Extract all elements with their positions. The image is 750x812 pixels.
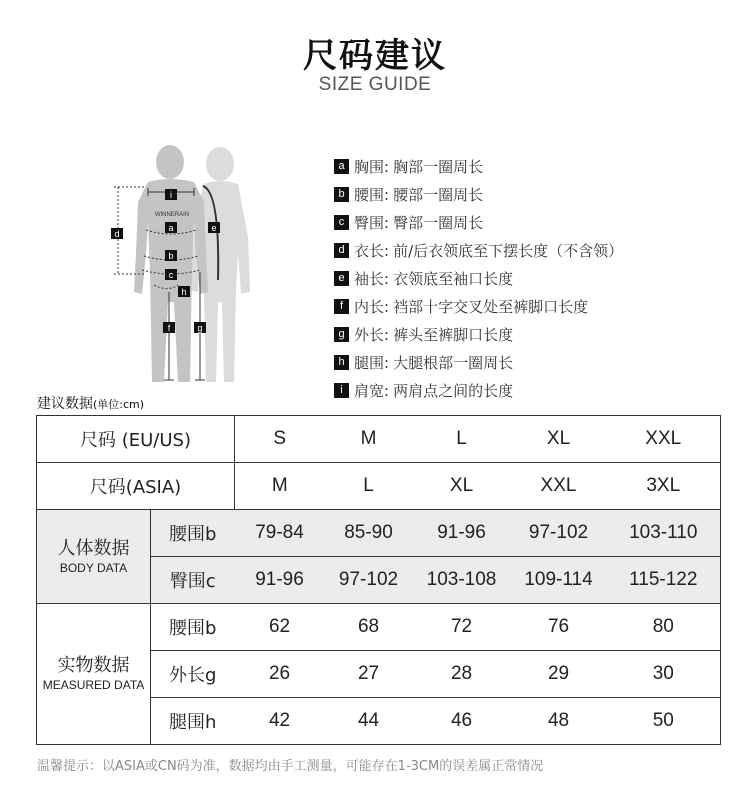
body-measurement-figure bbox=[108, 142, 258, 392]
table-row: 尺码(ASIA) M L XL XXL 3XL bbox=[37, 463, 721, 510]
svg-text:e: e bbox=[211, 223, 217, 233]
legend-key-icon: i bbox=[334, 383, 349, 398]
page-subtitle: SIZE GUIDE bbox=[318, 74, 432, 95]
legend-item: h 腿围: 大腿根部一圈周长 bbox=[334, 348, 623, 376]
legend-item: e 袖长: 衣领底至袖口长度 bbox=[334, 264, 623, 292]
measurement-legend bbox=[334, 152, 623, 404]
table-row: 实物数据 MEASURED DATA 腰围b 62 68 72 76 80 bbox=[37, 604, 721, 651]
svg-text:i: i bbox=[170, 190, 172, 200]
size-table bbox=[36, 415, 721, 745]
table-row: 人体数据 BODY DATA 腰围b 79-84 85-90 91-96 97-102 103-110 bbox=[37, 510, 721, 557]
legend-key-icon: e bbox=[334, 271, 349, 286]
legend-key-icon: c bbox=[334, 215, 349, 230]
table-row: 尺码 (EU/US) S M L XL XXL bbox=[37, 416, 721, 463]
legend-key-icon: f bbox=[334, 299, 349, 314]
svg-text:b: b bbox=[168, 251, 174, 261]
legend-key-icon: g bbox=[334, 327, 349, 342]
group-label-body: 人体数据 BODY DATA bbox=[37, 510, 151, 604]
legend-item: c 臀围: 臀部一圈周长 bbox=[334, 208, 623, 236]
svg-text:a: a bbox=[168, 223, 174, 233]
legend-key-icon: b bbox=[334, 187, 349, 202]
row-label: 尺码(ASIA) bbox=[37, 463, 235, 510]
legend-key-icon: d bbox=[334, 243, 349, 258]
footnote: 温馨提示：以ASIA或CN码为准，数据均由手工测量，可能存在1-3CM的误差属正常情况 bbox=[37, 759, 544, 774]
svg-text:f: f bbox=[167, 323, 171, 333]
table-row: 腿围h 42 44 46 48 50 bbox=[37, 698, 721, 745]
legend-item: g 外长: 裤头至裤脚口长度 bbox=[334, 320, 623, 348]
table-row: 外长g 26 27 28 29 30 bbox=[37, 651, 721, 698]
legend-key-icon: a bbox=[334, 159, 349, 174]
svg-text:h: h bbox=[181, 287, 187, 297]
page-title: 尺码建议 bbox=[303, 36, 447, 76]
svg-text:d: d bbox=[114, 229, 120, 239]
legend-item: i 肩宽: 两肩点之间的长度 bbox=[334, 376, 623, 404]
legend-key-icon: h bbox=[334, 355, 349, 370]
figure-brand: WINNERAIN bbox=[154, 212, 190, 218]
data-caption: 建议数据(单位:cm) bbox=[37, 396, 145, 412]
svg-text:c: c bbox=[168, 270, 174, 280]
legend-item: f 内长: 裆部十字交叉处至裤脚口长度 bbox=[334, 292, 623, 320]
legend-item: b 腰围: 腰部一圈周长 bbox=[334, 180, 623, 208]
row-label: 尺码 (EU/US) bbox=[37, 416, 235, 463]
group-label-measured: 实物数据 MEASURED DATA bbox=[37, 604, 151, 745]
svg-text:g: g bbox=[197, 323, 203, 333]
legend-item: a 胸围: 胸部一圈周长 bbox=[334, 152, 623, 180]
legend-item: d 衣长: 前/后衣领底至下摆长度（不含领） bbox=[334, 236, 623, 264]
table-row: 臀围c 91-96 97-102 103-108 109-114 115-122 bbox=[37, 557, 721, 604]
